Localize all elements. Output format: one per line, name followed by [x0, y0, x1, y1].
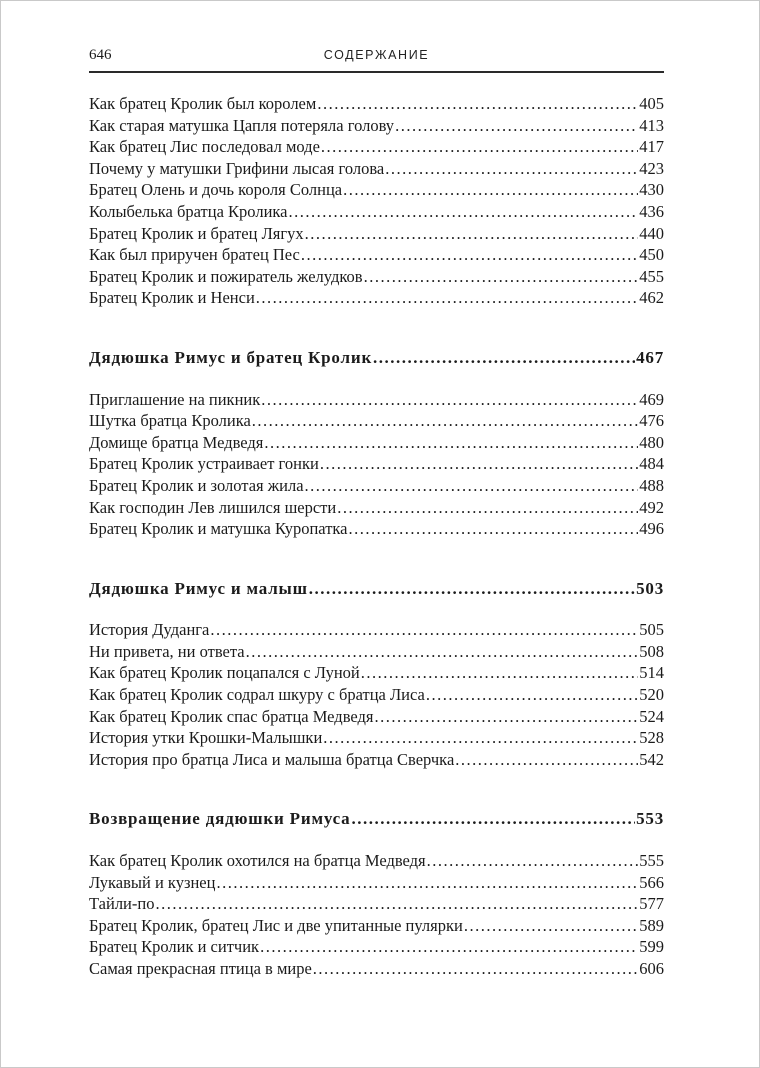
- toc-entry-title: Домище братца Медведя: [89, 432, 264, 452]
- book-page: [1, 1, 759, 1067]
- dot-leader: [313, 958, 638, 980]
- toc-entry-page: 417: [639, 137, 664, 157]
- toc-entry: [89, 432, 664, 454]
- toc-entry: [89, 266, 664, 288]
- toc-entry-title: Как братец Кролик поцапался с Луной: [89, 663, 360, 683]
- toc-entry-page: 469: [639, 389, 664, 409]
- toc-entry-page: 566: [639, 872, 664, 892]
- toc-entry-title: Братец Кролик устраивает гонки: [89, 454, 319, 474]
- toc-entry-page: 440: [639, 223, 664, 243]
- toc-entry-title: Как братец Кролик охотился на братца Медведя: [89, 851, 426, 871]
- toc-entry-page: 520: [639, 685, 664, 705]
- toc-entry-title: Как братец Лис последовал моде: [89, 137, 320, 157]
- section-heading: [89, 578, 664, 600]
- toc-entry: [89, 244, 664, 266]
- toc-section: [89, 808, 664, 979]
- dot-leader: [155, 893, 638, 915]
- toc-entry-page: 606: [639, 959, 664, 978]
- toc-entry-page: 450: [639, 245, 664, 265]
- dot-leader: [252, 410, 638, 432]
- toc-entry-title: Ни привета, ни ответа: [89, 641, 245, 661]
- toc-entry-title: Братец Кролик и матушка Куропатка: [89, 519, 348, 539]
- toc-entry-page: 508: [639, 641, 664, 661]
- toc-entry-page: 423: [639, 158, 664, 178]
- toc-entry-page: 462: [639, 288, 664, 308]
- toc-entry-title: Лукавый и кузнец: [89, 872, 216, 892]
- toc-entry-title: Братец Кролик и братец Лягух: [89, 223, 304, 243]
- toc-entry-page: 589: [639, 915, 664, 935]
- dot-leader: [216, 872, 638, 894]
- toc-entry: [89, 389, 664, 411]
- toc-entry-page: 436: [639, 201, 664, 221]
- toc-entry-page: 524: [639, 706, 664, 726]
- dot-leader: [361, 662, 638, 684]
- toc-entry-page: 480: [639, 432, 664, 452]
- dot-leader: [260, 936, 638, 958]
- toc-entry-title: Как братец Кролик был королем: [89, 94, 317, 113]
- page-number: 646: [89, 47, 112, 63]
- toc-entry: [89, 136, 664, 158]
- dot-leader: [317, 93, 638, 115]
- toc-entry-title: История про братца Лиса и малыша братца Сверчка: [89, 749, 455, 769]
- toc-section: [89, 578, 664, 771]
- toc-entry-page: 599: [639, 937, 664, 957]
- section-heading-title: Дядюшка Римус и братец Кролик: [89, 347, 373, 367]
- toc-entry-page: 430: [639, 180, 664, 200]
- dot-leader: [301, 244, 638, 266]
- toc-entry: [89, 158, 664, 180]
- toc-entry: [89, 749, 664, 771]
- toc-entry: [89, 872, 664, 894]
- toc-entry-title: Колыбелька братца Кролика: [89, 201, 288, 221]
- dot-leader: [455, 749, 638, 771]
- toc-entry-title: История утки Крошки-Малышки: [89, 728, 323, 748]
- toc-entry-title: Как братец Кролик спас братца Медведя: [89, 706, 374, 726]
- toc-entry: [89, 662, 664, 684]
- dot-leader: [320, 453, 638, 475]
- page-header: [89, 47, 664, 73]
- toc-entry: [89, 410, 664, 432]
- toc-entry: [89, 201, 664, 223]
- dot-leader: [305, 223, 639, 245]
- section-heading-page: 467: [636, 347, 664, 367]
- toc-entry-title: Как братец Кролик содрал шкуру с братца Лиса: [89, 685, 425, 705]
- dot-leader: [309, 578, 635, 600]
- toc-entry: [89, 223, 664, 245]
- toc-entry: [89, 179, 664, 201]
- toc-entry: [89, 497, 664, 519]
- toc-section: [89, 347, 664, 540]
- section-heading: [89, 347, 664, 369]
- dot-leader: [288, 201, 638, 223]
- toc-entry: [89, 641, 664, 663]
- toc-entry-title: Как был приручен братец Пес: [89, 245, 300, 265]
- toc-entry: [89, 936, 664, 958]
- toc-entry-page: 505: [639, 620, 664, 640]
- dot-leader: [210, 619, 638, 641]
- toc-section: [89, 93, 664, 309]
- dot-leader: [374, 706, 638, 728]
- dot-leader: [385, 158, 638, 180]
- toc-entry: [89, 893, 664, 915]
- section-heading-page: 503: [636, 578, 664, 598]
- dot-leader: [426, 684, 638, 706]
- toc-entry: [89, 287, 664, 309]
- toc-entry: [89, 93, 664, 115]
- toc-entry: [89, 727, 664, 749]
- toc-entry-title: Самая прекрасная птица в мире: [89, 959, 312, 978]
- toc-entry-page: 542: [639, 749, 664, 769]
- toc-entry-title: Почему у матушки Грифини лысая голова: [89, 158, 385, 178]
- toc-entry-title: Братец Кролик, братец Лис и две упитанные пулярки: [89, 915, 463, 935]
- dot-leader: [427, 850, 639, 872]
- section-heading-title: Возвращение дядюшки Римуса: [89, 809, 351, 829]
- section-heading-page: 553: [636, 809, 664, 829]
- dot-leader: [351, 808, 635, 830]
- toc-entry-title: Как господин Лев лишился шерсти: [89, 497, 337, 517]
- toc-entry: [89, 619, 664, 641]
- dot-leader: [264, 432, 638, 454]
- toc-entry: [89, 453, 664, 475]
- toc-entry-title: Тайли-по: [89, 894, 155, 914]
- toc-entry: [89, 706, 664, 728]
- toc-entry: [89, 475, 664, 497]
- toc-entry-title: Братец Олень и дочь короля Солнца: [89, 180, 343, 200]
- toc-entry: [89, 850, 664, 872]
- toc-entry-title: Шутка братца Кролика: [89, 411, 251, 431]
- toc-entry-page: 492: [639, 497, 664, 517]
- toc-entry: [89, 115, 664, 137]
- toc-entry-page: 488: [639, 475, 664, 495]
- toc-entry: [89, 915, 664, 937]
- toc-entry: [89, 518, 664, 540]
- dot-leader: [364, 266, 639, 288]
- dot-leader: [395, 115, 638, 137]
- toc-entry-title: Как старая матушка Цапля потеряла голову: [89, 115, 395, 135]
- toc-entry-title: Братец Кролик и золотая жила: [89, 475, 304, 495]
- toc-entry-page: 528: [639, 728, 664, 748]
- dot-leader: [464, 915, 638, 937]
- dot-leader: [349, 518, 639, 540]
- dot-leader: [261, 389, 638, 411]
- dot-leader: [256, 287, 638, 309]
- dot-leader: [323, 727, 638, 749]
- dot-leader: [343, 179, 638, 201]
- dot-leader: [305, 475, 639, 497]
- section-heading: [89, 808, 664, 830]
- toc-entry-title: Братец Кролик и пожиратель желудков: [89, 266, 363, 286]
- toc-entry-page: 514: [639, 663, 664, 683]
- header-title: СОДЕРЖАНИЕ: [323, 48, 430, 62]
- toc-entry-title: История Дуданга: [89, 620, 210, 640]
- toc-entry: [89, 684, 664, 706]
- toc-entry-page: 413: [639, 115, 664, 135]
- toc-entry-page: 455: [639, 266, 664, 286]
- toc-entry: [89, 958, 664, 980]
- toc-entry-page: 405: [639, 94, 664, 113]
- toc-entry-title: Братец Кролик и ситчик: [89, 937, 260, 957]
- dot-leader: [321, 136, 638, 158]
- toc-entry-page: 577: [639, 894, 664, 914]
- dot-leader: [246, 641, 639, 663]
- dot-leader: [373, 347, 635, 369]
- toc-entry-title: Братец Кролик и Ненси: [89, 288, 255, 308]
- toc-entry-page: 484: [639, 454, 664, 474]
- dot-leader: [337, 497, 638, 519]
- toc-entry-page: 476: [639, 411, 664, 431]
- section-heading-title: Дядюшка Римус и малыш: [89, 578, 308, 598]
- toc: [89, 93, 664, 980]
- toc-entry-page: 496: [639, 519, 664, 539]
- toc-entry-page: 555: [639, 851, 664, 871]
- toc-entry-title: Приглашение на пикник: [89, 389, 261, 409]
